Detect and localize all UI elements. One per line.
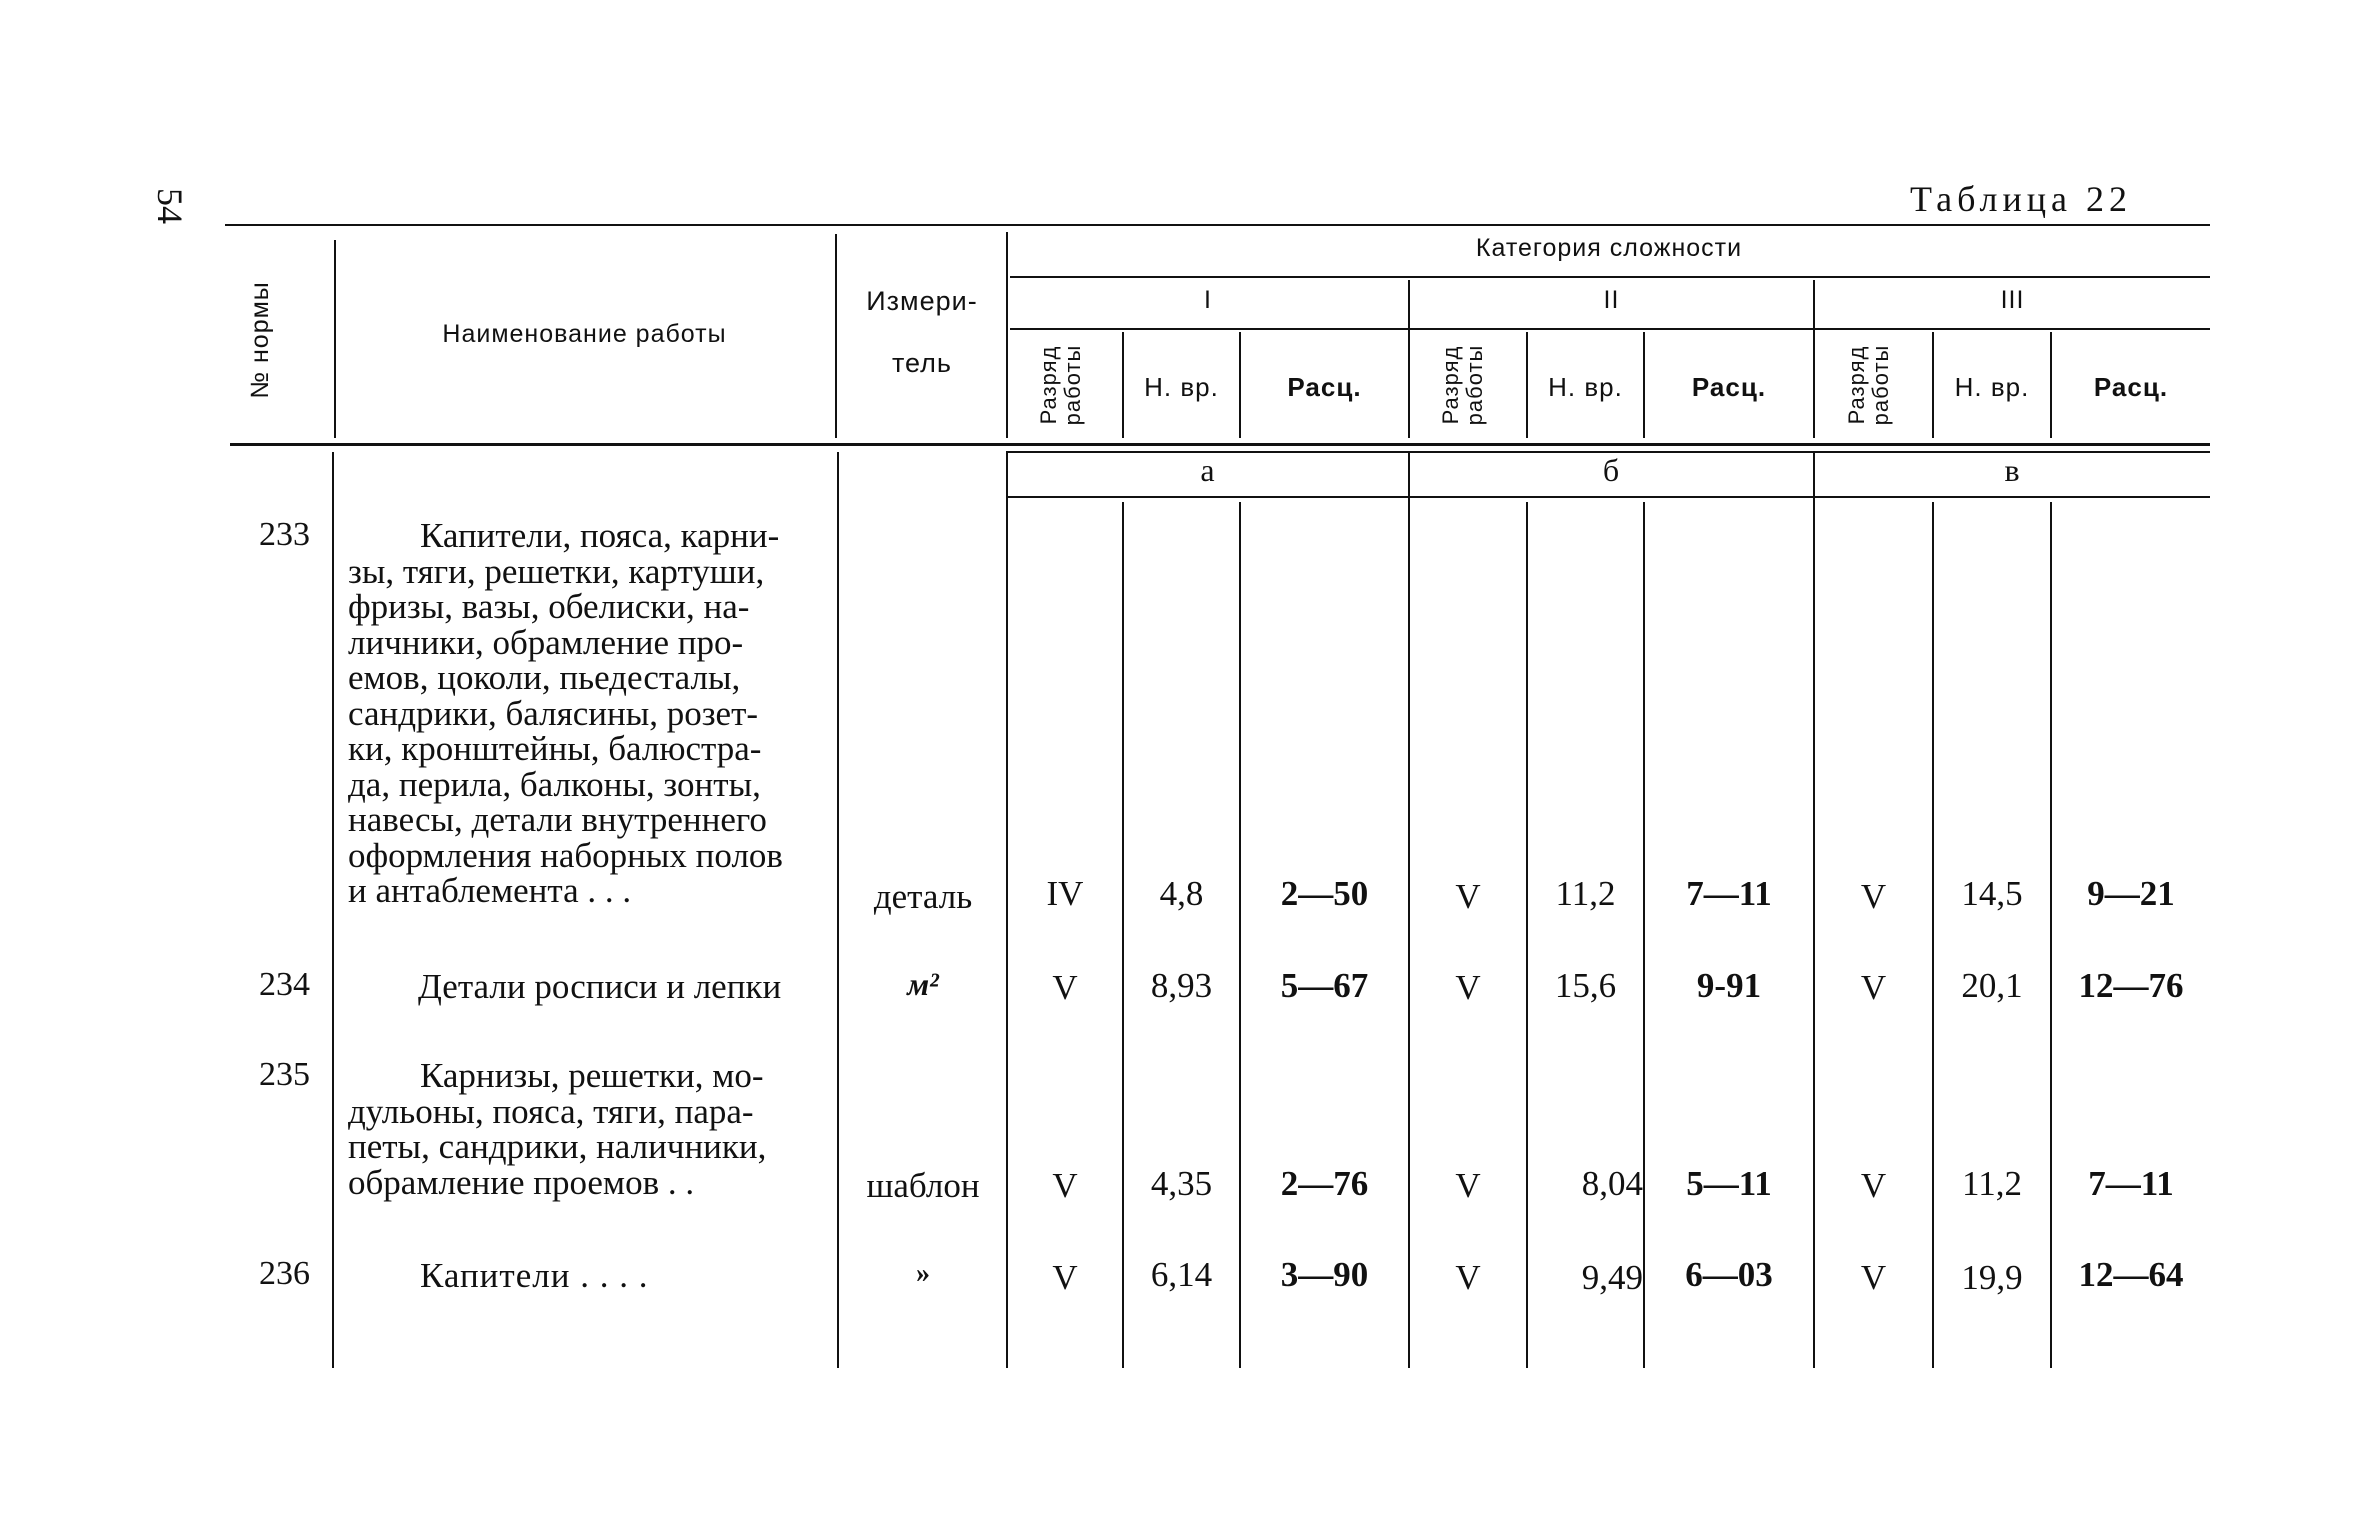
- row-236-unit: »: [916, 1258, 930, 1289]
- row-233-num: 233: [259, 516, 310, 553]
- vline-name-left-body: [332, 452, 334, 1368]
- row-233-I-nvr: 4,8: [1159, 874, 1204, 913]
- vline-unit-left: [835, 234, 837, 438]
- vline-body-4: [1643, 502, 1645, 1368]
- row-236-desc: [348, 1258, 833, 1294]
- row-235-I-nvr: 4,35: [1150, 1164, 1213, 1203]
- row-236-I-rasc: 3—90: [1280, 1255, 1369, 1294]
- vline-body-5: [1932, 502, 1934, 1368]
- cat-II-header: II: [1603, 286, 1620, 314]
- desc-line: Детали росписи и лепки: [418, 967, 782, 1006]
- vline-body-1: [1122, 502, 1124, 1368]
- desc-line: петы, сандрики, наличники,: [348, 1127, 767, 1166]
- row-234-III-rasc: 12—76: [2078, 966, 2184, 1005]
- col-name-header: Наименование работы: [442, 320, 727, 348]
- desc-line: емов, цоколи, пьедесталы,: [348, 658, 741, 697]
- razryad-line2: работы: [1868, 344, 1893, 426]
- desc-line: ки, кронштейны, балюстра-: [348, 729, 762, 768]
- nvr-header-II: Н. вр.: [1548, 372, 1623, 402]
- category-header: Категория сложности: [1475, 234, 1743, 262]
- row-236-II-razryad: V: [1455, 1258, 1481, 1297]
- category-rule: [1010, 276, 2210, 278]
- page-number: 54: [150, 188, 190, 224]
- row-236-I-razryad: V: [1052, 1258, 1078, 1297]
- vline-unit-left-body: [837, 452, 839, 1368]
- desc-line: дульоны, пояса, тяги, пара-: [348, 1091, 754, 1131]
- row-235-I-rasc: 2—76: [1280, 1164, 1369, 1203]
- desc-line: обрамление проемов . .: [348, 1162, 695, 1202]
- row-236-III-razryad: V: [1860, 1258, 1887, 1297]
- razryad-line2: работы: [1462, 344, 1487, 426]
- row-235-num: 235: [259, 1056, 310, 1093]
- row-235-II-rasc: 5—11: [1686, 1164, 1772, 1203]
- row-235-II-nvr: 8,04: [1581, 1164, 1643, 1203]
- row-234-num: 234: [259, 966, 310, 1003]
- row-234-I-razryad: V: [1052, 968, 1078, 1007]
- top-rule: [225, 224, 2210, 226]
- razryad-line1: Разряд: [1036, 345, 1061, 425]
- row-235-II-razryad: V: [1455, 1166, 1481, 1205]
- row-235-III-rasc: 7—11: [2088, 1164, 2174, 1203]
- row-233-desc: [348, 518, 833, 909]
- letter-v: в: [2004, 452, 2021, 488]
- desc-line: оформления наборных полов: [348, 835, 783, 875]
- razryad-header-I: [1037, 340, 1093, 430]
- razryad-line1: Разряд: [1438, 345, 1463, 425]
- nvr-header-I: Н. вр.: [1144, 372, 1219, 402]
- razryad-header-III: [1845, 340, 1901, 430]
- row-233-II-nvr: 11,2: [1555, 874, 1616, 913]
- desc-line: навесы, детали внутреннего: [348, 800, 767, 839]
- razryad-header-II: [1439, 340, 1495, 430]
- row-234-desc: [348, 969, 833, 1005]
- row-234-unit: м²: [907, 966, 939, 1002]
- row-234-III-razryad: V: [1860, 968, 1887, 1007]
- nvr-header-III: Н. вр.: [1954, 372, 2030, 402]
- rasc-header-I: Расц.: [1287, 372, 1362, 402]
- row-233-II-rasc: 7—11: [1686, 874, 1772, 913]
- subcategory-rule: [1010, 328, 2210, 330]
- row-236-III-rasc: 12—64: [2078, 1255, 2184, 1294]
- desc-line: и антаблемента . . .: [348, 871, 632, 910]
- vline-body-2: [1239, 502, 1241, 1368]
- row-233-III-nvr: 14,5: [1961, 874, 2023, 913]
- row-234-I-nvr: 8,93: [1150, 966, 1213, 1005]
- desc-line: фризы, вазы, обелиски, на-: [348, 587, 750, 626]
- row-236-II-nvr: 9,49: [1581, 1258, 1643, 1297]
- col-norm-header: № нормы: [246, 281, 274, 399]
- row-235-I-razryad: V: [1052, 1166, 1078, 1205]
- row-233-III-razryad: V: [1860, 877, 1887, 916]
- letter-b: б: [1602, 452, 1621, 488]
- razryad-line2: работы: [1060, 344, 1085, 426]
- desc-line: Капители . . . .: [420, 1256, 649, 1295]
- vline-body-6: [2050, 502, 2052, 1368]
- row-235-III-razryad: V: [1860, 1166, 1887, 1205]
- row-235-desc: [348, 1058, 833, 1200]
- rasc-header-III: Расц.: [2093, 372, 2169, 402]
- row-233-I-razryad: IV: [1046, 874, 1084, 913]
- row-235-III-nvr: 11,2: [1962, 1164, 2022, 1203]
- row-234-II-razryad: V: [1455, 968, 1481, 1007]
- header-bottom-rule: [230, 443, 2210, 446]
- row-236-III-nvr: 19,9: [1961, 1258, 2023, 1297]
- desc-line: да, перила, балконы, зонты,: [348, 764, 761, 804]
- cat-I-header: I: [1204, 286, 1212, 314]
- row-234-II-nvr: 15,6: [1554, 966, 1617, 1005]
- row-234-I-rasc: 5—67: [1280, 966, 1369, 1005]
- col-unit-header-line1: Измери-: [866, 286, 978, 316]
- table-title: Таблица 22: [1910, 179, 2132, 219]
- cat-III-header: III: [2000, 286, 2025, 314]
- row-236-num: 236: [259, 1255, 310, 1292]
- col-unit-header-line2: тель: [891, 348, 952, 378]
- desc-line: личники, обрамление про-: [348, 622, 744, 662]
- row-235-unit: шаблон: [866, 1166, 980, 1205]
- rasc-header-II: Расц.: [1691, 372, 1767, 402]
- letter-a: а: [1200, 452, 1216, 488]
- desc-line: Капители, пояса, карни-: [420, 516, 780, 555]
- letter-bottom-rule: [1006, 496, 2210, 498]
- row-236-I-nvr: 6,14: [1150, 1255, 1213, 1294]
- row-233-III-rasc: 9—21: [2087, 874, 2175, 913]
- desc-line: сандрики, балясины, розет-: [348, 693, 759, 733]
- row-233-unit: деталь: [873, 877, 973, 916]
- desc-line: зы, тяги, решетки, картуши,: [348, 551, 765, 591]
- row-233-II-razryad: V: [1455, 877, 1481, 916]
- razryad-line1: Разряд: [1844, 345, 1869, 425]
- desc-line: Карнизы, решетки, мо-: [420, 1056, 764, 1095]
- vline-body-3: [1526, 502, 1528, 1368]
- row-233-I-rasc: 2—50: [1280, 874, 1369, 913]
- row-234-III-nvr: 20,1: [1961, 966, 2023, 1005]
- row-236-II-rasc: 6—03: [1685, 1255, 1773, 1294]
- row-234-II-rasc: 9-91: [1696, 966, 1762, 1005]
